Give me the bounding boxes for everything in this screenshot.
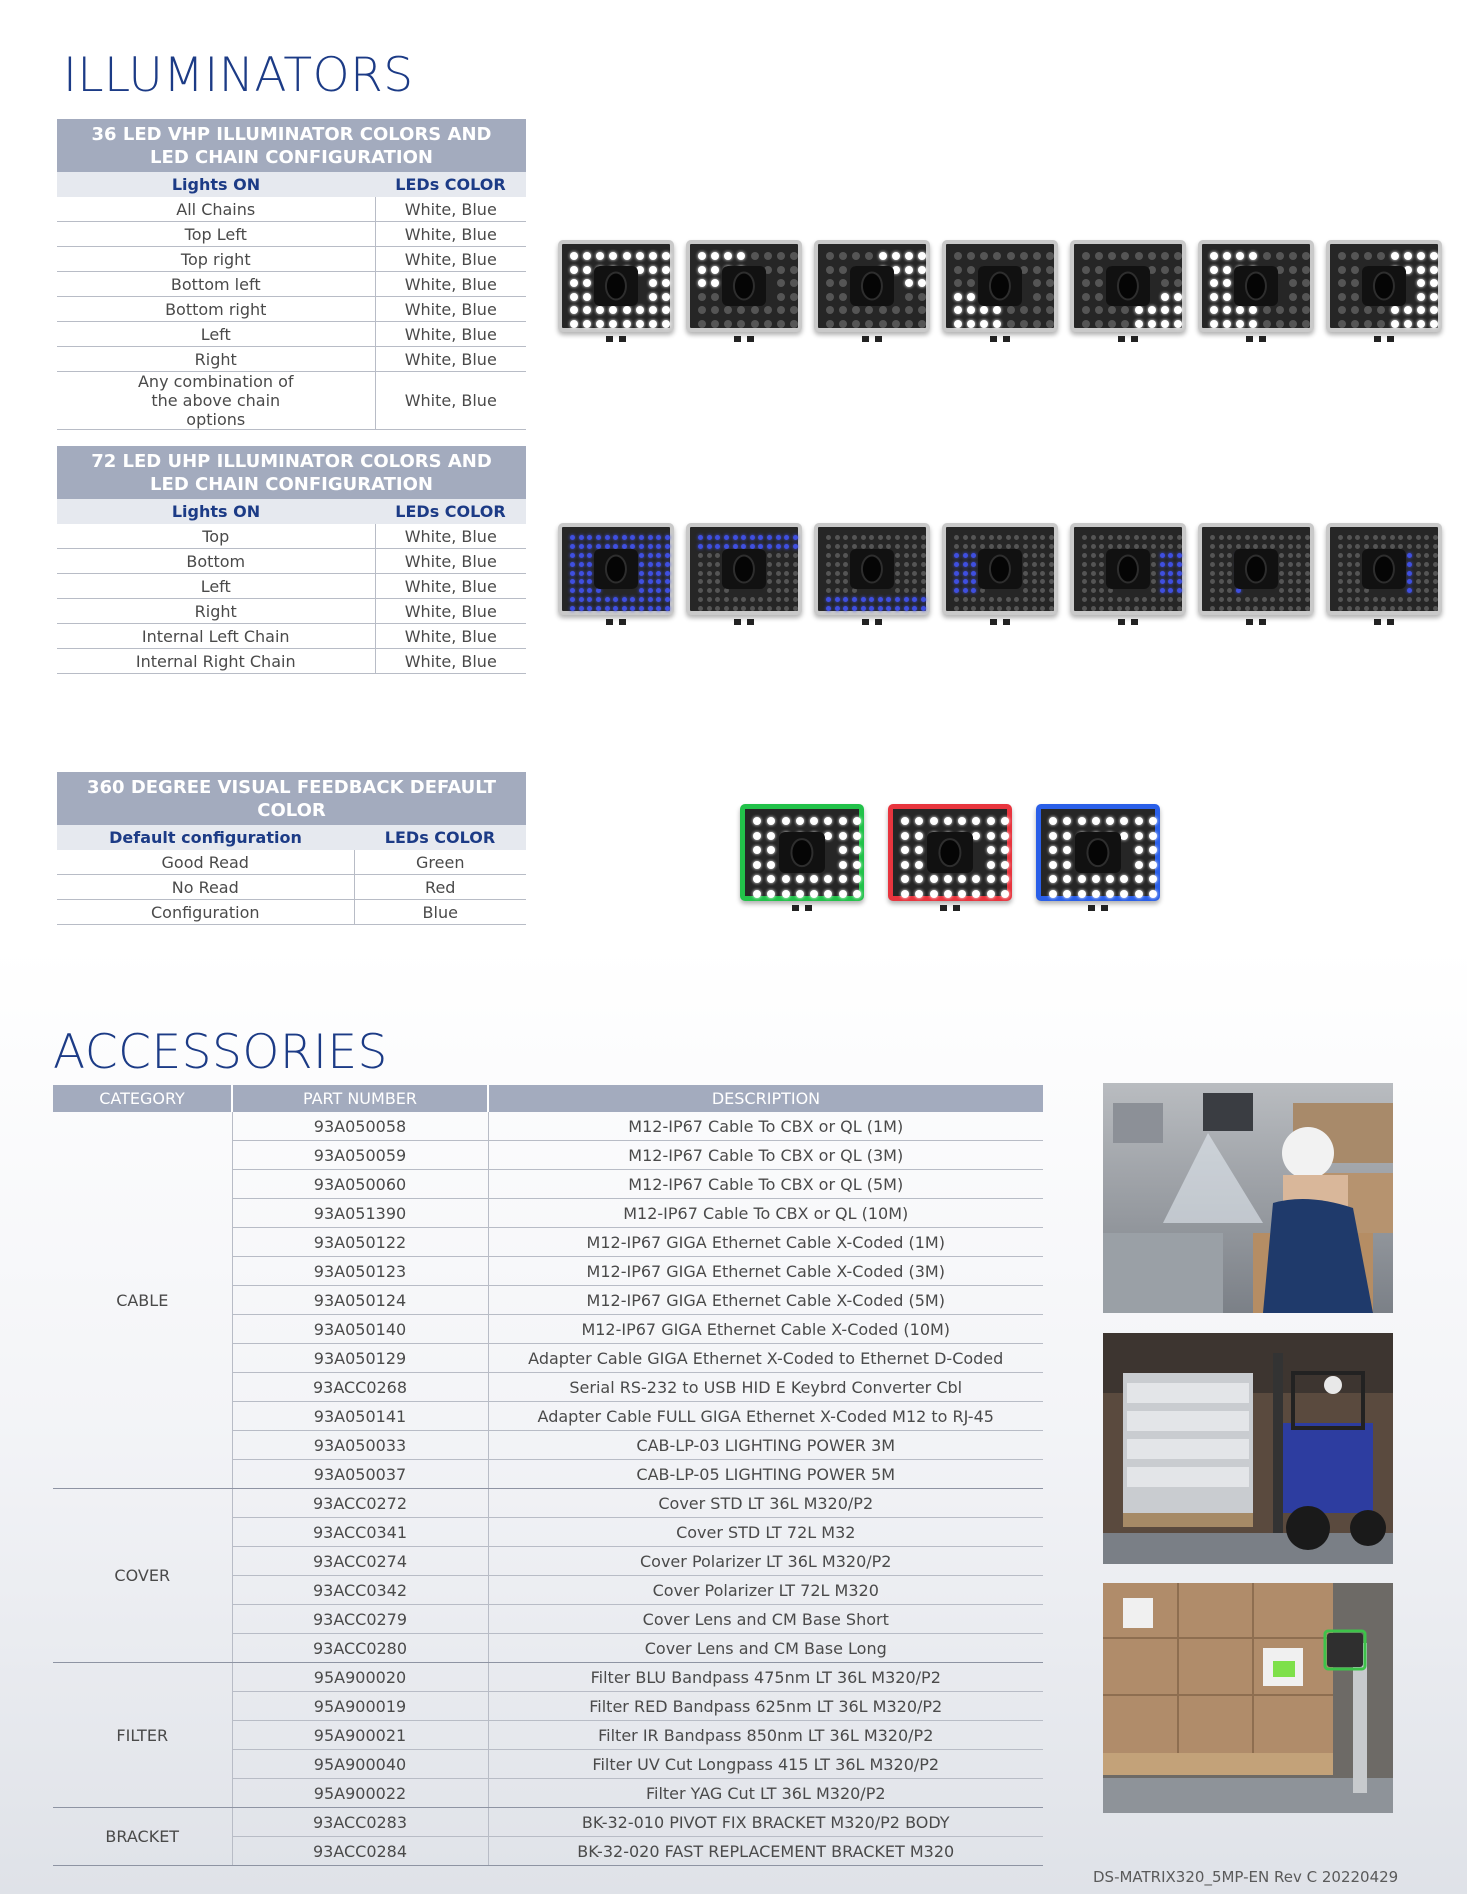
config-row-color: White, Blue xyxy=(375,372,526,430)
vhp-illuminator-images xyxy=(558,240,1454,342)
description-cell: Cover STD LT 36L M320/P2 xyxy=(488,1489,1043,1518)
config-row-lights: Bottom right xyxy=(57,297,375,322)
led-panel-image xyxy=(1326,523,1442,625)
part-number-cell: 93ACC0342 xyxy=(232,1576,488,1605)
table-row xyxy=(53,1663,1043,1692)
config-row-color: White, Blue xyxy=(375,549,526,574)
config-row-lights: Bottom left xyxy=(57,272,375,297)
uhp-illuminator-images xyxy=(558,523,1454,625)
description-cell: CAB-LP-03 LIGHTING POWER 3M xyxy=(488,1431,1043,1460)
photo-pallet-scanning xyxy=(1103,1583,1393,1813)
config-row-lights: Good Read xyxy=(57,850,354,875)
config-row-lights: All Chains xyxy=(57,197,375,222)
description-cell: Cover Polarizer LT 36L M320/P2 xyxy=(488,1547,1043,1576)
col-part-number: PART NUMBER xyxy=(232,1085,488,1112)
description-cell: M12-IP67 GIGA Ethernet Cable X-Coded (1M) xyxy=(488,1228,1043,1257)
led-panel-image xyxy=(1036,804,1160,911)
led-panel-image xyxy=(1326,240,1442,342)
config-row-color: Green xyxy=(354,850,526,875)
category-cell: CABLE xyxy=(53,1112,232,1489)
description-cell: Filter BLU Bandpass 475nm LT 36L M320/P2 xyxy=(488,1663,1043,1692)
config-row-color: White, Blue xyxy=(375,272,526,297)
col-category: CATEGORY xyxy=(53,1085,232,1112)
vhp-config-table xyxy=(57,119,526,430)
description-cell: Filter RED Bandpass 625nm LT 36L M320/P2 xyxy=(488,1692,1043,1721)
config-row-color: White, Blue xyxy=(375,599,526,624)
feedback-illuminator-images xyxy=(740,804,1184,911)
description-cell: M12-IP67 Cable To CBX or QL (5M) xyxy=(488,1170,1043,1199)
uhp-col-lights: Lights ON xyxy=(57,499,375,524)
config-row xyxy=(57,900,526,925)
description-cell: M12-IP67 GIGA Ethernet Cable X-Coded (10M) xyxy=(488,1315,1043,1344)
description-cell: Adapter Cable GIGA Ethernet X-Coded to Ethernet D-Coded xyxy=(488,1344,1043,1373)
category-cell: COVER xyxy=(53,1489,232,1663)
led-panel-image xyxy=(558,240,674,342)
description-cell: BK-32-010 PIVOT FIX BRACKET M320/P2 BODY xyxy=(488,1808,1043,1837)
led-panel-image xyxy=(558,523,674,625)
photo-warehouse-worker xyxy=(1103,1083,1393,1313)
part-number-cell: 93ACC0283 xyxy=(232,1808,488,1837)
description-cell: Filter IR Bandpass 850nm LT 36L M320/P2 xyxy=(488,1721,1043,1750)
photo-forklift xyxy=(1103,1333,1393,1564)
feedback-table-body xyxy=(57,850,526,925)
led-panel-image xyxy=(888,804,1012,911)
config-row xyxy=(57,574,526,599)
config-row-color: White, Blue xyxy=(375,347,526,372)
led-panel-image xyxy=(686,240,802,342)
config-row xyxy=(57,322,526,347)
part-number-cell: 95A900021 xyxy=(232,1721,488,1750)
config-row-color: White, Blue xyxy=(375,222,526,247)
config-row-color: White, Blue xyxy=(375,297,526,322)
description-cell: CAB-LP-05 LIGHTING POWER 5M xyxy=(488,1460,1043,1489)
part-number-cell: 95A900022 xyxy=(232,1779,488,1808)
config-row xyxy=(57,599,526,624)
config-row-color: Red xyxy=(354,875,526,900)
part-number-cell: 93ACC0272 xyxy=(232,1489,488,1518)
config-row-lights: Left xyxy=(57,322,375,347)
description-cell: Serial RS-232 to USB HID E Keybrd Converter Cbl xyxy=(488,1373,1043,1402)
table-row xyxy=(53,1808,1043,1837)
config-row xyxy=(57,649,526,674)
part-number-cell: 93A050129 xyxy=(232,1344,488,1373)
config-row xyxy=(57,222,526,247)
description-cell: M12-IP67 Cable To CBX or QL (3M) xyxy=(488,1141,1043,1170)
part-number-cell: 93A050033 xyxy=(232,1431,488,1460)
led-panel-image xyxy=(686,523,802,625)
config-row-lights: Top xyxy=(57,524,375,549)
part-number-cell: 93ACC0341 xyxy=(232,1518,488,1547)
part-number-cell: 93A050059 xyxy=(232,1141,488,1170)
part-number-cell: 95A900020 xyxy=(232,1663,488,1692)
description-cell: Adapter Cable FULL GIGA Ethernet X-Coded M12 to RJ-45 xyxy=(488,1402,1043,1431)
description-cell: Cover Polarizer LT 72L M320 xyxy=(488,1576,1043,1605)
config-row-color: White, Blue xyxy=(375,574,526,599)
config-row-color: White, Blue xyxy=(375,624,526,649)
part-number-cell: 93A050124 xyxy=(232,1286,488,1315)
config-row-lights: Top Left xyxy=(57,222,375,247)
config-row-color: White, Blue xyxy=(375,247,526,272)
led-panel-image xyxy=(1198,523,1314,625)
config-row-lights: Top right xyxy=(57,247,375,272)
accessories-title: ACCESSORIES xyxy=(53,1025,388,1080)
config-row-lights: Left xyxy=(57,574,375,599)
config-row xyxy=(57,850,526,875)
config-row xyxy=(57,347,526,372)
part-number-cell: 95A900040 xyxy=(232,1750,488,1779)
part-number-cell: 93A050060 xyxy=(232,1170,488,1199)
config-row-lights: Configuration xyxy=(57,900,354,925)
part-number-cell: 93A050140 xyxy=(232,1315,488,1344)
config-row xyxy=(57,549,526,574)
uhp-config-table xyxy=(57,446,526,674)
config-row xyxy=(57,297,526,322)
config-row-color: White, Blue xyxy=(375,197,526,222)
description-cell: M12-IP67 GIGA Ethernet Cable X-Coded (3M) xyxy=(488,1257,1043,1286)
description-cell: BK-32-020 FAST REPLACEMENT BRACKET M320 xyxy=(488,1837,1043,1866)
led-panel-image xyxy=(1070,523,1186,625)
led-panel-image xyxy=(1198,240,1314,342)
part-number-cell: 93ACC0284 xyxy=(232,1837,488,1866)
part-number-cell: 93A051390 xyxy=(232,1199,488,1228)
config-row-lights: Right xyxy=(57,599,375,624)
part-number-cell: 93ACC0268 xyxy=(232,1373,488,1402)
part-number-cell: 93ACC0274 xyxy=(232,1547,488,1576)
config-row xyxy=(57,197,526,222)
uhp-col-color: LEDs COLOR xyxy=(375,499,526,524)
part-number-cell: 95A900019 xyxy=(232,1692,488,1721)
led-panel-image xyxy=(942,523,1058,625)
feedback-color-table xyxy=(57,772,526,925)
feedback-col-color: LEDs COLOR xyxy=(354,825,526,850)
table-row xyxy=(53,1489,1043,1518)
accessories-table xyxy=(53,1085,1043,1866)
vhp-table-title: 36 LED VHP ILLUMINATOR COLORS AND LED CHAIN CONFIGURATION xyxy=(57,119,526,172)
vhp-col-lights: Lights ON xyxy=(57,172,375,197)
config-row-lights: Internal Left Chain xyxy=(57,624,375,649)
config-row-color: White, Blue xyxy=(375,322,526,347)
part-number-cell: 93ACC0280 xyxy=(232,1634,488,1663)
config-row xyxy=(57,624,526,649)
description-cell: Cover STD LT 72L M32 xyxy=(488,1518,1043,1547)
description-cell: Filter YAG Cut LT 36L M320/P2 xyxy=(488,1779,1043,1808)
config-row-lights: Right xyxy=(57,347,375,372)
feedback-table-title: 360 DEGREE VISUAL FEEDBACK DEFAULT COLOR xyxy=(57,772,526,825)
config-row-lights: Internal Right Chain xyxy=(57,649,375,674)
description-cell: M12-IP67 GIGA Ethernet Cable X-Coded (5M) xyxy=(488,1286,1043,1315)
config-row xyxy=(57,272,526,297)
description-cell: M12-IP67 Cable To CBX or QL (10M) xyxy=(488,1199,1043,1228)
led-panel-image xyxy=(740,804,864,911)
config-row xyxy=(57,372,526,430)
description-cell: M12-IP67 Cable To CBX or QL (1M) xyxy=(488,1112,1043,1141)
led-panel-image xyxy=(814,240,930,342)
description-cell: Cover Lens and CM Base Long xyxy=(488,1634,1043,1663)
led-panel-image xyxy=(942,240,1058,342)
vhp-table-body xyxy=(57,197,526,430)
part-number-cell: 93ACC0279 xyxy=(232,1605,488,1634)
config-row-color: White, Blue xyxy=(375,524,526,549)
table-row xyxy=(53,1112,1043,1141)
config-row-color: Blue xyxy=(354,900,526,925)
config-row-lights: Any combination of the above chain options xyxy=(57,372,375,430)
document-code: DS-MATRIX320_5MP-EN Rev C 20220429 xyxy=(1093,1868,1399,1886)
uhp-table-title: 72 LED UHP ILLUMINATOR COLORS AND LED CHAIN CONFIGURATION xyxy=(57,446,526,499)
feedback-col-config: Default configuration xyxy=(57,825,354,850)
config-row-lights: No Read xyxy=(57,875,354,900)
vhp-col-color: LEDs COLOR xyxy=(375,172,526,197)
part-number-cell: 93A050058 xyxy=(232,1112,488,1141)
uhp-table-body xyxy=(57,524,526,674)
category-cell: BRACKET xyxy=(53,1808,232,1866)
part-number-cell: 93A050037 xyxy=(232,1460,488,1489)
part-number-cell: 93A050141 xyxy=(232,1402,488,1431)
config-row xyxy=(57,524,526,549)
description-cell: Cover Lens and CM Base Short xyxy=(488,1605,1043,1634)
illuminators-title: ILLUMINATORS xyxy=(63,48,414,103)
accessories-table-body xyxy=(53,1112,1043,1866)
config-row xyxy=(57,875,526,900)
config-row-color: White, Blue xyxy=(375,649,526,674)
category-cell: FILTER xyxy=(53,1663,232,1808)
col-description: DESCRIPTION xyxy=(488,1085,1043,1112)
config-row xyxy=(57,247,526,272)
led-panel-image xyxy=(1070,240,1186,342)
description-cell: Filter UV Cut Longpass 415 LT 36L M320/P2 xyxy=(488,1750,1043,1779)
part-number-cell: 93A050122 xyxy=(232,1228,488,1257)
part-number-cell: 93A050123 xyxy=(232,1257,488,1286)
led-panel-image xyxy=(814,523,930,625)
config-row-lights: Bottom xyxy=(57,549,375,574)
